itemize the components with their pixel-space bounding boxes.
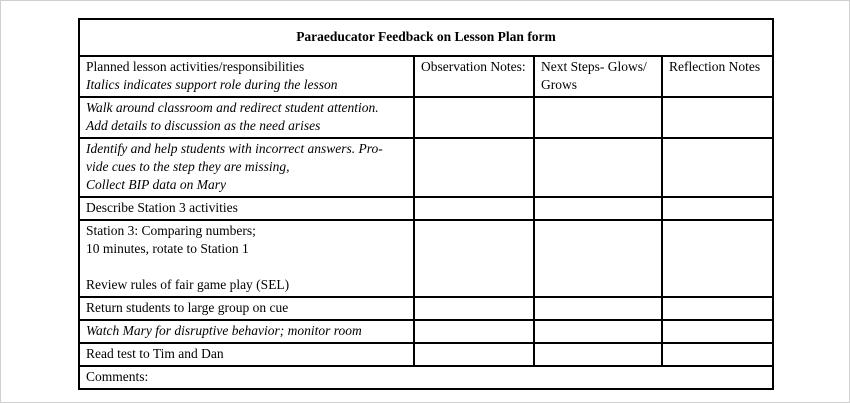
activity-line: Return students to large group on cue — [86, 300, 289, 315]
next-steps-cell[interactable] — [534, 197, 662, 220]
table-row — [79, 97, 773, 138]
next-steps-cell[interactable] — [534, 138, 662, 197]
table-row — [79, 343, 773, 366]
header-reflection-notes: Reflection Notes — [662, 56, 773, 97]
lesson-plan-feedback-table — [78, 18, 774, 390]
comments-field[interactable] — [79, 366, 773, 389]
header-next-steps — [534, 56, 662, 97]
reflection-notes-cell[interactable] — [662, 343, 773, 366]
next-steps-cell[interactable] — [534, 97, 662, 138]
activity-cell — [79, 320, 414, 343]
table-row — [79, 138, 773, 197]
comments-label: Comments: — [86, 369, 149, 384]
activity-line: Review rules of fair game play (SEL) — [86, 277, 290, 292]
next-steps-cell[interactable] — [534, 297, 662, 320]
activity-cell — [79, 297, 414, 320]
table-row — [79, 297, 773, 320]
reflection-notes-cell[interactable] — [662, 320, 773, 343]
observation-notes-cell[interactable] — [414, 197, 534, 220]
reflection-notes-cell[interactable] — [662, 297, 773, 320]
observation-notes-cell[interactable] — [414, 97, 534, 138]
activity-line: Station 3: Comparing numbers; — [86, 223, 256, 238]
comments-row — [79, 366, 773, 389]
header-row — [79, 56, 773, 97]
reflection-notes-cell[interactable] — [662, 220, 773, 297]
header-activities-label: Planned lesson activities/responsibilities — [86, 59, 305, 74]
activity-line: vide cues to the step they are missing, — [86, 159, 290, 174]
activity-line: Collect BIP data on Mary — [86, 177, 226, 192]
observation-notes-cell[interactable] — [414, 220, 534, 297]
activity-line: Read test to Tim and Dan — [86, 346, 224, 361]
activity-cell — [79, 138, 414, 197]
table-row — [79, 220, 773, 297]
activity-cell — [79, 97, 414, 138]
activity-line: Describe Station 3 activities — [86, 200, 238, 215]
observation-notes-cell[interactable] — [414, 297, 534, 320]
observation-notes-cell[interactable] — [414, 320, 534, 343]
activity-line: Add details to discussion as the need arises — [86, 118, 321, 133]
form-title: Paraeducator Feedback on Lesson Plan form — [79, 19, 773, 56]
next-steps-cell[interactable] — [534, 343, 662, 366]
activity-line: Walk around classroom and redirect student attention. — [86, 100, 379, 115]
next-steps-cell[interactable] — [534, 320, 662, 343]
reflection-notes-cell[interactable] — [662, 97, 773, 138]
activity-line: Identify and help students with incorrect answers. Pro- — [86, 141, 383, 156]
activity-cell — [79, 343, 414, 366]
header-next-steps-line1: Next Steps- Glows/ — [541, 59, 647, 74]
header-activities — [79, 56, 414, 97]
reflection-notes-cell[interactable] — [662, 138, 773, 197]
reflection-notes-cell[interactable] — [662, 197, 773, 220]
activity-cell — [79, 220, 414, 297]
next-steps-cell[interactable] — [534, 220, 662, 297]
observation-notes-cell[interactable] — [414, 138, 534, 197]
header-next-steps-line2: Grows — [541, 77, 577, 92]
blank-line — [86, 258, 407, 276]
observation-notes-cell[interactable] — [414, 343, 534, 366]
header-italics-note: Italics indicates support role during the lesson — [86, 77, 338, 92]
activity-line: Watch Mary for disruptive behavior; monitor room — [86, 323, 362, 338]
activity-line: 10 minutes, rotate to Station 1 — [86, 241, 249, 256]
table-row — [79, 197, 773, 220]
title-row — [79, 19, 773, 56]
header-observation-notes: Observation Notes: — [414, 56, 534, 97]
table-row — [79, 320, 773, 343]
activity-cell — [79, 197, 414, 220]
